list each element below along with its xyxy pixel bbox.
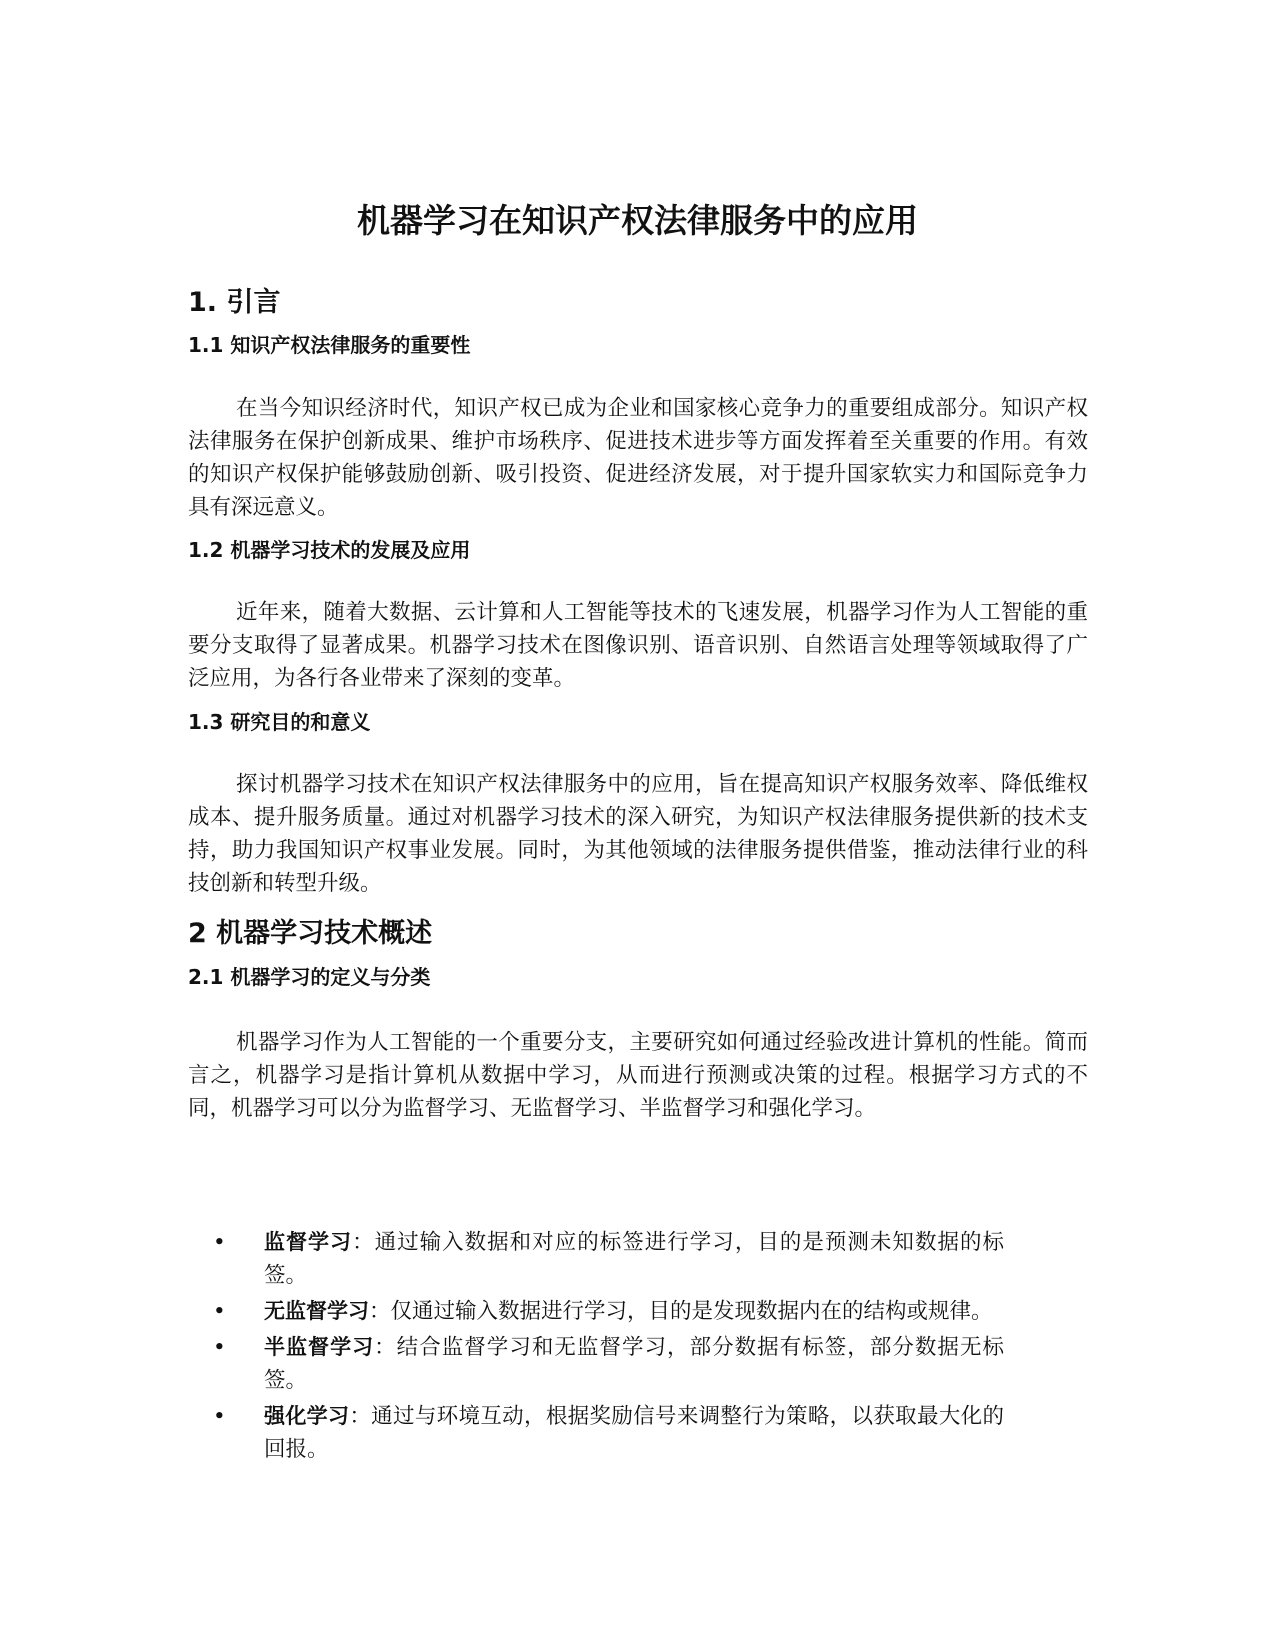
bullet-text: ：通过与环境互动，根据奖励信号来调整行为策略，以获取最大化的回报。 <box>264 1404 1004 1462</box>
bullet-term: 半监督学习 <box>264 1335 375 1359</box>
bullet-text: ：仅通过输入数据进行学习，目的是发现数据内在的结构或规律。 <box>369 1299 993 1324</box>
section-heading-introduction: 1. 引言 <box>188 287 281 318</box>
paragraph-1-2: 近年来，随着大数据、云计算和人工智能等技术的飞速发展，机器学习作为人工智能的重要分支取得了显著成果。机器学习技术在图像识别、语音识别、自然语言处理等领域取得了广泛应用，为各行各业带来了深刻的变革。 <box>188 600 1088 691</box>
bullet-text: ：结合监督学习和无监督学习，部分数据有标签，部分数据无标签。 <box>264 1335 1004 1393</box>
subsection-heading-1-3: 1.3 研究目的和意义 <box>188 710 371 734</box>
section-heading-ml-overview: 2 机器学习技术概述 <box>188 918 433 949</box>
bullet-term: 无监督学习 <box>264 1299 369 1323</box>
document-title: 机器学习在知识产权法律服务中的应用 <box>357 201 918 240</box>
bullet-text: ：通过输入数据和对应的标签进行学习，目的是预测未知数据的标签。 <box>264 1230 1004 1288</box>
bullet-term: 强化学习 <box>264 1404 350 1428</box>
learning-types-list <box>188 1226 1088 1469</box>
list-item-semi-supervised <box>188 1331 1004 1397</box>
bullet-marker: • <box>213 1299 226 1324</box>
list-item-unsupervised <box>188 1295 1004 1328</box>
bullet-term: 监督学习 <box>264 1230 353 1254</box>
subsection-heading-1-2: 1.2 机器学习技术的发展及应用 <box>188 538 471 562</box>
bullet-marker: • <box>213 1230 226 1255</box>
list-item-reinforcement <box>188 1400 1004 1466</box>
paragraph-1-3: 探讨机器学习技术在知识产权法律服务中的应用，旨在提高知识产权服务效率、降低维权成本、提升服务质量。通过对机器学习技术的深入研究，为知识产权法律服务提供新的技术支持，助力我国知识产权事业发展。同时，为其他领域的法律服务提供借鉴，推动法律行业的科技创新和转型升级。 <box>188 772 1088 896</box>
list-item-supervised <box>188 1226 1004 1292</box>
paragraph-1-1: 在当今知识经济时代，知识产权已成为企业和国家核心竞争力的重要组成部分。知识产权法律服务在保护创新成果、维护市场秩序、促进技术进步等方面发挥着至关重要的作用。有效的知识产权保护能够鼓励创新、吸引投资、促进经济发展，对于提升国家软实力和国际竞争力具有深远意义。 <box>188 396 1088 520</box>
bullet-marker: • <box>213 1335 226 1360</box>
subsection-heading-2-1: 2.1 机器学习的定义与分类 <box>188 965 431 989</box>
subsection-heading-1-1: 1.1 知识产权法律服务的重要性 <box>188 333 471 357</box>
bullet-marker: • <box>213 1404 226 1429</box>
paragraph-2-1: 机器学习作为人工智能的一个重要分支，主要研究如何通过经验改进计算机的性能。简而言之，机器学习是指计算机从数据中学习，从而进行预测或决策的过程。根据学习方式的不同，机器学习可以分为监督学习、无监督学习、半监督学习和强化学习。 <box>188 1030 1088 1121</box>
